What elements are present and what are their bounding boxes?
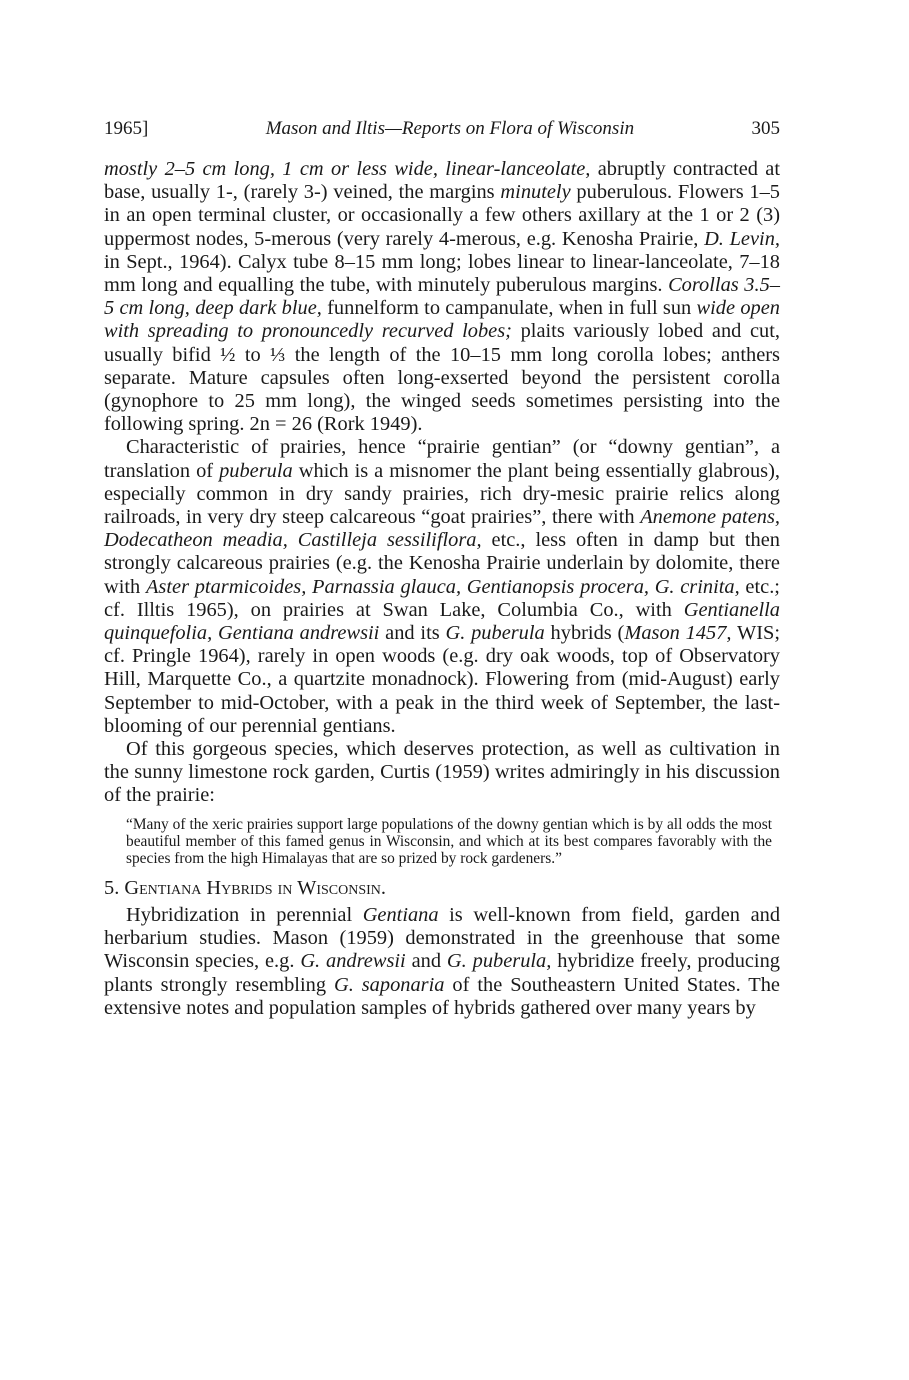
text-run: Hybridization in perennial [126, 903, 363, 926]
text-run: mostly 2–5 cm long, 1 cm or less wide, linear-lanceolate, [104, 158, 591, 180]
text-run: and [405, 950, 447, 973]
header-year: 1965] [104, 118, 149, 139]
text-run: hybridize freely, producing plants strongly resembling [104, 950, 780, 996]
text-run: funnelform to campanulate, when in full sun [321, 297, 697, 320]
text-run: is well-known from field, garden and herbarium studies. Mason (1959) demonstrated in the greenhouse that some Wisconsin species, e.g. [104, 903, 781, 973]
section-title: Gentiana Hybrids in Wisconsin. [124, 876, 387, 899]
running-header [104, 118, 780, 146]
text-run: etc.; cf. Illtis 1965), on prairies at Swan Lake, Columbia Co., with [104, 575, 780, 621]
text-run: G. andrewsii [300, 950, 406, 973]
page [104, 118, 780, 1020]
section-heading [104, 877, 780, 900]
text-run: Mason 1457, [624, 622, 732, 645]
text-run: and its [379, 622, 446, 645]
section-number: 5. [104, 876, 120, 899]
text-run: Gentiana [362, 903, 439, 926]
text-run: puberulous. Flowers 1–5 in an open terminal cluster, or occasionally a few others axillary at the 1 or 2 (3) uppermost nodes, 5-merous (very rarely 4-merous, e.g. Kenosha Prairie, [104, 181, 781, 250]
text-run: hybrids ( [544, 622, 625, 645]
text-run: etc., less often in damp but then strongly calcareous prairies (e.g. the Kenosha Prairie underlain by dolomite, there with [104, 529, 780, 598]
paragraph-curtis [104, 738, 780, 808]
paragraph-description [104, 158, 780, 436]
text-run: puberula [219, 459, 293, 482]
text-run: in Sept., 1964). Calyx tube 8–15 mm long; lobes linear to linear-lanceolate, 7–18 mm long and equalling the tube, with minutely puberulous margins. [104, 250, 780, 297]
text-run: plaits variously lobed and cut, usually bifid ½ to ⅓ the length of the 10–15 mm long corolla lobes; anthers separate. Mature capsules often long-exserted beyond the persistent corolla (gynophore to 25 mm long), the winged seeds sometimes persisting into the following spring. 2n = 26 (Rork 1949). [104, 320, 780, 436]
block-quote: “Many of the xeric prairies support large populations of the downy gentian which is by all odds the most beautiful member of this famed genus in Wisconsin, and which at its best compares favorably with the species from the high Himalayas that are so prized by rock gardeners.” [126, 815, 772, 867]
page-number: 305 [751, 118, 780, 139]
text-run: abruptly contracted at base, usually 1-, (rarely 3-) veined, the margins [104, 158, 780, 204]
paragraph-hybridization [104, 904, 780, 1020]
text-run: of the Southeastern United States. The extensive notes and population samples of hybrids gathered over many years by [104, 973, 780, 1019]
text-run: G. puberula, [446, 950, 552, 973]
text-run: Corollas 3.5–5 cm long, deep dark blue, [104, 274, 780, 320]
text-run: wide open with spreading to pronouncedly recurved lobes; [104, 297, 780, 343]
header-title: Mason and Iltis—Reports on Flora of Wisconsin [265, 118, 635, 139]
text-run: G. saponaria [333, 973, 445, 996]
text-run: WIS; cf. Pringle 1964), rarely in open woods (e.g. dry oak woods, top of Observatory Hill, Marquette Co., a quartzite monadnock). Flowering from (mid-August) early September to mid-October, with a peak in the third week of September, the last-blooming of our perennial gentians. [104, 622, 781, 737]
text-run: D. Levin, [704, 227, 780, 250]
text-run: Gentianella quinquefolia, Gentiana andrewsii [104, 598, 780, 645]
text-run: G. puberula [445, 622, 545, 645]
text-run: Aster ptarmicoides, Parnassia glauca, Gentianopsis procera, G. crinita, [145, 575, 740, 598]
text-run: which is a misnomer the plant being essentially glabrous), especially common in dry sandy prairies, rich dry-mesic prairie relics along railroads, in very dry steep calcareous “goat prairies”, there with [104, 459, 780, 529]
text-run: Of this gorgeous species, which deserves protection, as well as cultivation in the sunny limestone rock garden, Curtis (1959) writes admiringly in his discussion of the prairie: [104, 738, 780, 807]
text-run: Characteristic of prairies, hence “prairie gentian” (or “downy gentian”, a translation of [104, 436, 780, 482]
paragraph-habitat [104, 436, 780, 738]
text-run: Anemone patens, Dodecatheon meadia, Castilleja sessiliflora, [104, 506, 780, 552]
text-run: minutely [500, 181, 571, 204]
